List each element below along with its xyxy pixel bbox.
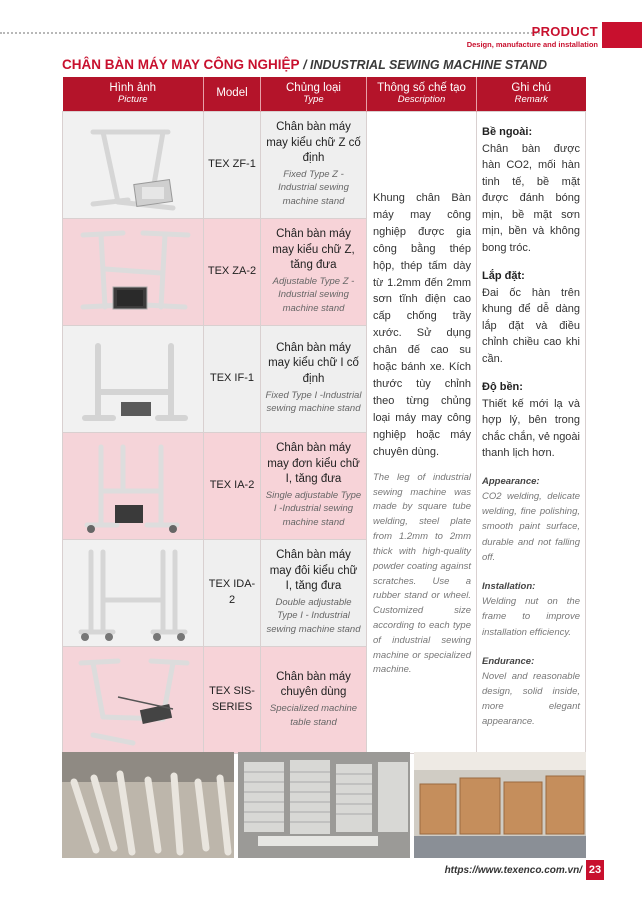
type-cell: Chân bàn máy may kiểu chữ Z cố định Fixed Type Z -Industrial sewing machine stand <box>261 111 367 218</box>
stand-zf1-image <box>63 112 204 218</box>
product-header <box>467 24 598 49</box>
remark-appearance-head: Bề ngoài: <box>482 126 533 139</box>
stand-za2-image <box>63 219 204 325</box>
product-image <box>63 539 204 646</box>
factory-photo <box>62 752 234 858</box>
model-cell: TEX SIS-SERIES <box>204 646 261 753</box>
type-cell: Chân bàn máy chuyên dùng Specialized machine table stand <box>261 646 367 753</box>
type-cell: Chân bàn máy may đơn kiểu chữ I, tăng đưa Single adjustable Type I -Industrial sewing machine stand <box>261 432 367 539</box>
model-cell: TEX IA-2 <box>204 432 261 539</box>
remark-appearance-en-head: Appearance: <box>482 475 540 487</box>
remark-cell <box>477 111 586 753</box>
remark-durable-vi: Thiết kế mới lạ và hợp lý, bên trong chắc chắn, vẻ ngoài thanh lịch hơn. <box>482 397 580 460</box>
type-cell: Chân bàn máy may đôi kiểu chữ I, tăng đưa Double adjustable Type I - Industrial sewing machine stand <box>261 539 367 646</box>
product-image <box>63 111 204 218</box>
product-image <box>63 218 204 325</box>
table-row <box>63 111 586 218</box>
model-cell: TEX IF-1 <box>204 325 261 432</box>
header-remark: Ghi chú Remark <box>477 77 586 111</box>
header-dotted-rule <box>0 32 540 34</box>
model-cell: TEX ZA-2 <box>204 218 261 325</box>
product-title: PRODUCT <box>531 24 598 39</box>
remark-durable-head: Độ bền: <box>482 381 523 394</box>
section-title-vi: CHÂN BÀN MÁY MAY CÔNG NGHIỆP <box>62 57 300 72</box>
remark-endurance-en: Novel and reasonable design, solid inside, more elegant appearance. <box>482 670 580 728</box>
stacked-frames-photo <box>238 752 410 858</box>
stand-if1-image <box>63 326 204 432</box>
remark-install-en: Welding nut on the frame to improve installation efficiency. <box>482 596 580 638</box>
page-number: 23 <box>586 860 604 880</box>
stand-ida2-image <box>63 540 204 646</box>
type-cell: Chân bàn máy may kiểu chữ I cố định Fixed Type I -Industrial sewing machine stand <box>261 325 367 432</box>
type-cell: Chân bàn máy may kiểu chữ Z, tăng đưa Adjustable Type Z -Industrial sewing machine stand <box>261 218 367 325</box>
stand-ia2-image <box>63 433 204 539</box>
header-red-tab <box>602 22 642 48</box>
footer-url[interactable]: https://www.texenco.com.vn/ <box>444 865 582 876</box>
product-image <box>63 325 204 432</box>
remark-install-en-head: Installation: <box>482 580 536 592</box>
bottom-photo-strip <box>62 752 586 858</box>
product-image <box>63 432 204 539</box>
section-title <box>62 57 547 72</box>
header-picture: Hình ảnh Picture <box>63 77 204 111</box>
header-type: Chủng loại Type <box>261 77 367 111</box>
description-en: The leg of industrial sewing machine was made by square tube welding, steel plate from 1.2mm to 2mm thick with high-quality powder coating against scratches. Use a rubber stand or wheel. Customized size according to each type of industrial sewing machine or specialized machine. <box>373 471 471 676</box>
header-description: Thông số chế tạo Description <box>367 77 477 111</box>
model-cell: TEX IDA-2 <box>204 539 261 646</box>
stand-sis-image <box>63 647 204 753</box>
product-image <box>63 646 204 753</box>
header-model: Model <box>204 77 261 111</box>
remark-appearance-vi: Chân bàn được hàn CO2, mối hàn tinh tế, bề mặt được đánh bóng mịn, bề mặt sơn mịn, bền và không bong tróc. <box>482 142 580 254</box>
section-title-en: / INDUSTRIAL SEWING MACHINE STAND <box>303 58 548 72</box>
remark-endurance-en-head: Endurance: <box>482 655 535 667</box>
product-subtitle: Design, manufacture and installation <box>466 40 598 49</box>
remark-appearance-en: CO2 welding, delicate welding, fine polishing, smooth paint surface, durable and not falling off. <box>482 491 580 563</box>
model-cell: TEX ZF-1 <box>204 111 261 218</box>
remark-install-vi: Đai ốc hàn trên khung để dễ dàng lắp đặt và điều chỉnh chiều cao khi cần. <box>482 286 580 365</box>
spec-table <box>62 77 586 754</box>
remark-install-head: Lắp đặt: <box>482 270 525 283</box>
table-header-row <box>63 77 586 111</box>
description-cell <box>367 111 477 753</box>
description-vi: Khung chân Bàn máy may công nghiệp được gia công bằng thép hộp, thép tấm dày từ 1.2mm đến 2mm sơn tĩnh điện cao cấp chống trầy xước. Sử dụng chân đế cao su hoặc bánh xe. Kích thước tùy chỉnh theo từng chủng loại máy may công nghiệp hoặc máy chuyên dùng. <box>373 191 471 458</box>
warehouse-photo <box>414 752 586 858</box>
